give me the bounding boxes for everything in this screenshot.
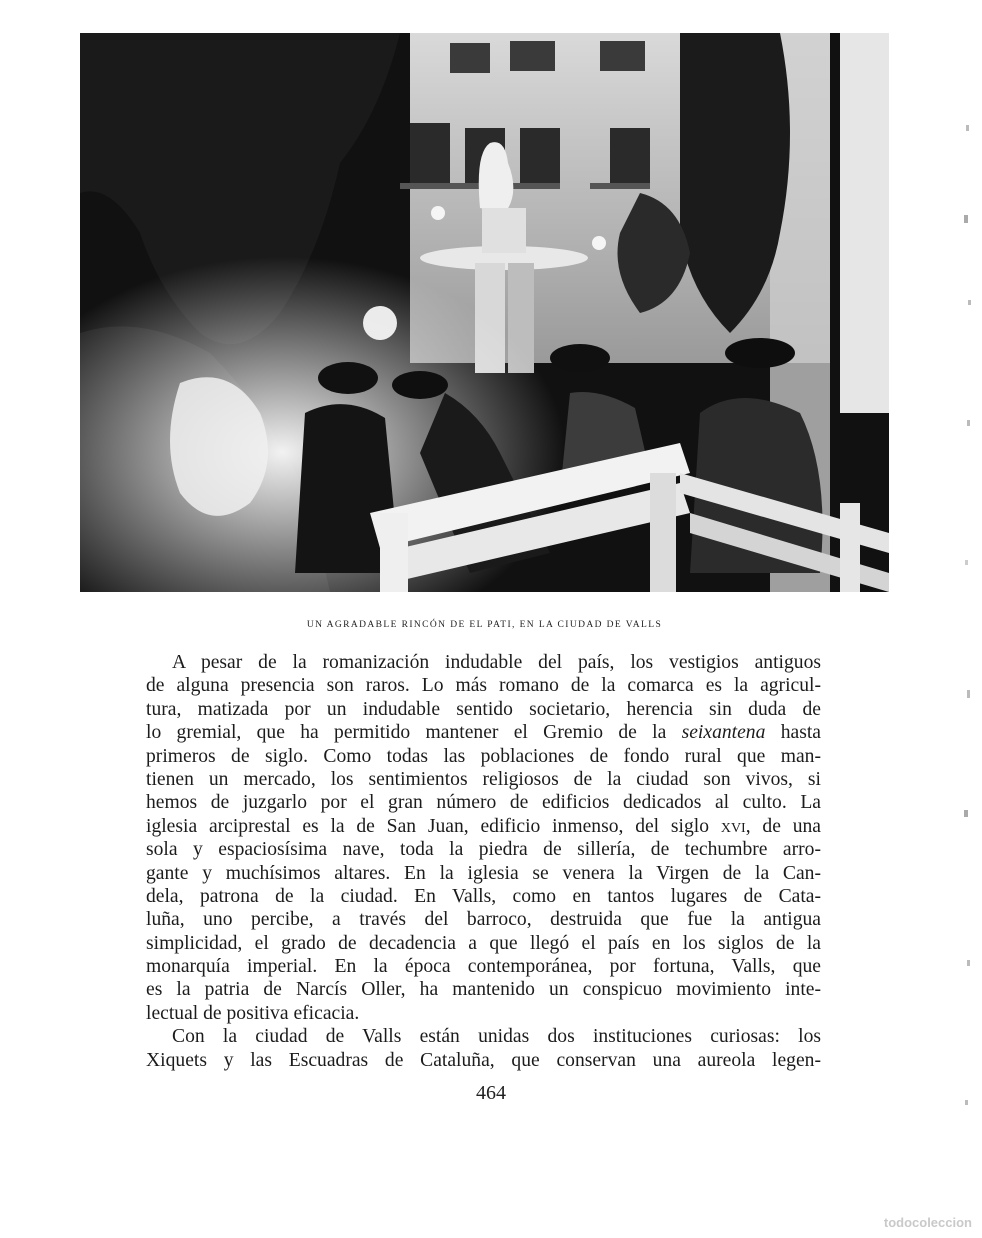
text-line: [146, 815, 821, 838]
text-line: Xiquets y las Escuadras de Cataluña, que conservan una aureola legen-: [146, 1049, 821, 1071]
text-line: tienen un mercado, los sentimientos religiosos de la ciudad son vivos, si: [146, 768, 821, 790]
italic-term: seixantena: [681, 722, 766, 744]
body-text: [146, 651, 821, 1072]
text-line: A pesar de la romanización indudable del país, los vestigios antiguos: [172, 652, 821, 673]
photo-caption: UN AGRADABLE RINCÓN DE EL PATI, EN LA CIUDAD DE VALLS: [306, 620, 663, 630]
text-line: simplicidad, el grado de decadencia a que llegó el país en los siglos de la: [146, 932, 821, 954]
text-line: tura, matizada por un indudable sentido societario, herencia sin duda de: [146, 698, 821, 720]
century-numeral: xvi: [720, 815, 746, 837]
text-segment: lo gremial, que ha permitido mantener el Gremio de la: [146, 722, 682, 744]
text-line: [146, 721, 821, 744]
text-line: lectual de positiva eficacia.: [146, 1002, 360, 1024]
text-line: es la patria de Narcís Oller, ha mantenido un conspicuo movimiento inte-: [146, 979, 821, 1001]
margin-specks-decoration: [952, 0, 982, 1238]
text-segment: hasta: [765, 722, 821, 744]
photo-illustration: [80, 33, 889, 592]
text-line: dela, patrona de la ciudad. En Valls, como en tantos lugares de Cata-: [146, 885, 821, 907]
text-line: primeros de siglo. Como todas las poblaciones de fondo rural que man-: [146, 745, 821, 767]
watermark: todocoleccion: [883, 1215, 972, 1230]
text-line: monarquía imperial. En la época contemporánea, por fortuna, Valls, que: [146, 956, 821, 978]
page-number: 464: [476, 1082, 506, 1104]
text-segment: , de una: [745, 815, 821, 837]
text-line: de alguna presencia son raros. Lo más romano de la comarca es la agricul-: [146, 675, 821, 697]
text-line: Con la ciudad de Valls están unidas dos instituciones curiosas: los: [172, 1026, 821, 1048]
text-line: hemos de juzgarlo por el gran número de edificios dedicados al culto. La: [146, 792, 821, 814]
text-line: sola y espaciosísima nave, toda la piedra de sillería, de techumbre arro-: [146, 839, 821, 861]
photograph-el-pati: [80, 33, 889, 592]
text-line: luña, uno percibe, a través del barroco, destruida que fue la antigua: [146, 909, 821, 931]
text-segment: iglesia arciprestal es la de San Juan, edificio inmenso, del siglo: [146, 815, 721, 837]
text-line: gante y muchísimos altares. En la iglesia se venera la Virgen de la Can-: [146, 862, 821, 884]
